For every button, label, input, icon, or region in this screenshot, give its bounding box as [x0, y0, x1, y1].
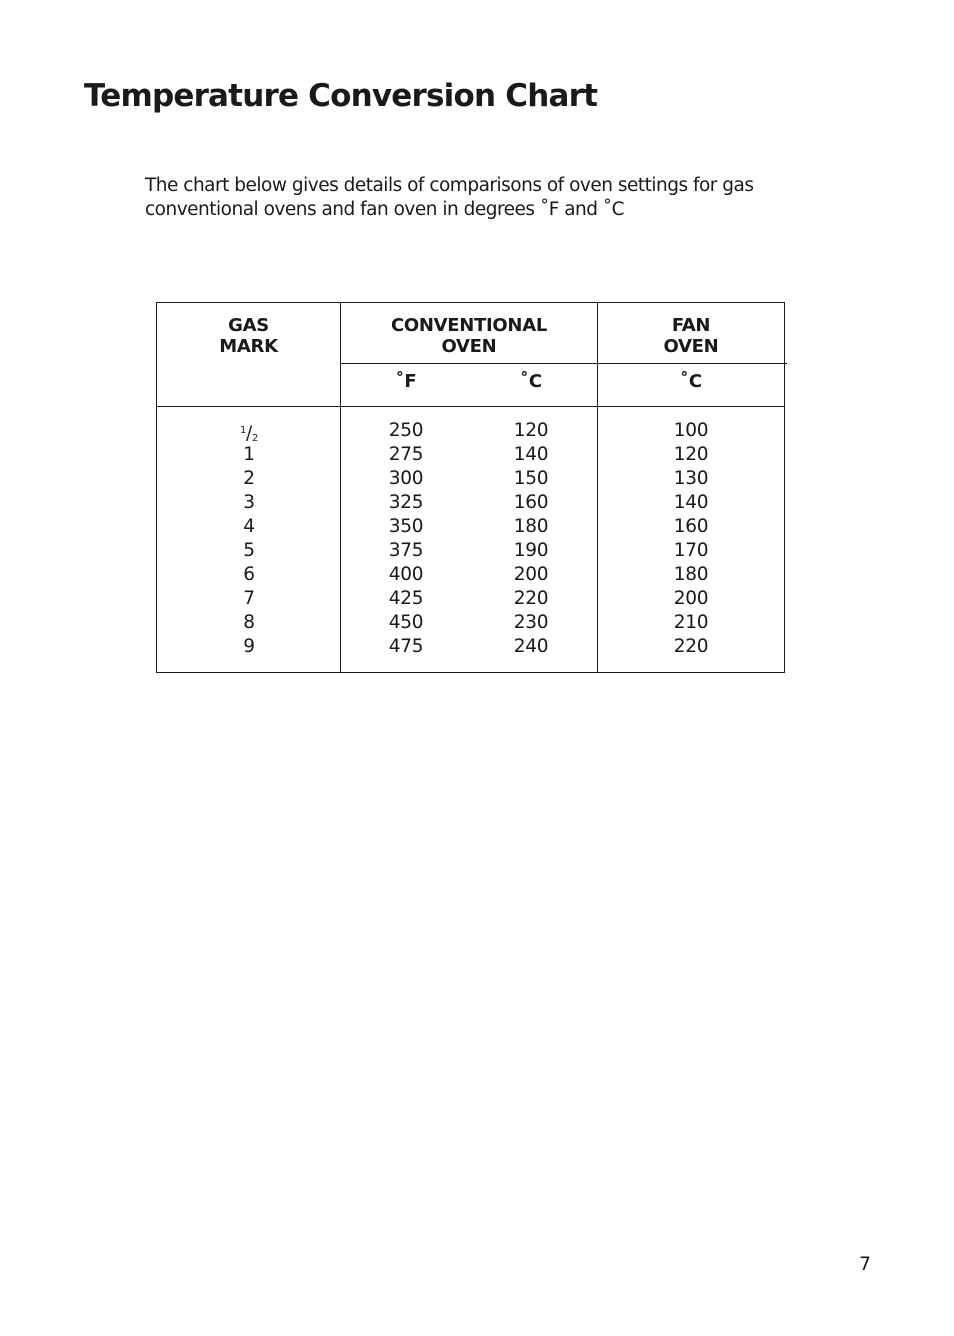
- conventional-celsius-cell: 150: [513, 468, 549, 489]
- conventional-fahrenheit-cell: 475: [388, 636, 424, 657]
- gas-mark-cell: 8: [243, 612, 255, 633]
- conventional-celsius-cell: 160: [513, 492, 549, 513]
- conventional-celsius-cell: 230: [513, 612, 549, 633]
- fan-celsius-cell: 120: [673, 444, 709, 465]
- header-conventional-oven: CONVENTIONAL OVEN: [390, 315, 547, 357]
- intro-text: [145, 174, 865, 222]
- fan-celsius-cell: 130: [673, 468, 709, 489]
- gas-mark-cell: [209, 419, 289, 443]
- conventional-celsius-cell: 180: [513, 516, 549, 537]
- gas-mark-cell: 2: [243, 468, 255, 489]
- gas-mark-cell: 5: [243, 540, 255, 561]
- fan-celsius-cell: 220: [673, 636, 709, 657]
- conventional-celsius-cell: 220: [513, 588, 549, 609]
- conventional-fahrenheit-cell: 325: [388, 492, 424, 513]
- conventional-fahrenheit-cell: 350: [388, 516, 424, 537]
- temperature-conversion-table: [156, 302, 785, 673]
- page-title: Temperature Conversion Chart: [84, 78, 598, 114]
- unit-conventional-celsius: ˚C: [519, 371, 543, 392]
- fan-celsius-cell: 170: [673, 540, 709, 561]
- conventional-celsius-cell: 190: [513, 540, 549, 561]
- column-fan-celsius: [651, 419, 731, 659]
- divider-gas-conventional: [340, 303, 341, 672]
- page-number: 7: [859, 1254, 871, 1275]
- conventional-fahrenheit-cell: 375: [388, 540, 424, 561]
- gas-mark-cell: 9: [243, 636, 255, 657]
- fan-celsius-cell: 160: [673, 516, 709, 537]
- conventional-fahrenheit-cell: 250: [388, 420, 424, 441]
- header-fan-oven: FAN OVEN: [663, 315, 719, 357]
- gas-mark-cell: 3: [243, 492, 255, 513]
- fan-celsius-cell: 180: [673, 564, 709, 585]
- conventional-fahrenheit-cell: 450: [388, 612, 424, 633]
- column-gas-mark: [209, 419, 289, 659]
- unit-conventional-fahrenheit: ˚F: [395, 371, 417, 392]
- conventional-fahrenheit-cell: 300: [388, 468, 424, 489]
- column-conventional-fahrenheit: [366, 419, 446, 659]
- fan-celsius-cell: 100: [673, 420, 709, 441]
- gas-mark-cell: 6: [243, 564, 255, 585]
- conventional-celsius-cell: 200: [513, 564, 549, 585]
- fraction-slash: /: [246, 423, 252, 444]
- fan-celsius-cell: 200: [673, 588, 709, 609]
- conventional-fahrenheit-cell: 275: [388, 444, 424, 465]
- divider-conventional-fan: [597, 303, 598, 672]
- conventional-celsius-cell: 140: [513, 444, 549, 465]
- conventional-fahrenheit-cell: 400: [388, 564, 424, 585]
- fan-celsius-cell: 140: [673, 492, 709, 513]
- conventional-celsius-cell: 120: [513, 420, 549, 441]
- header-gas-mark: GAS MARK: [219, 315, 278, 357]
- fraction-denominator: 2: [251, 433, 259, 444]
- unit-fan-celsius: ˚C: [679, 371, 703, 392]
- intro-line-1: The chart below gives details of comparisons of oven settings for gas: [145, 175, 754, 196]
- column-conventional-celsius: [491, 419, 571, 659]
- gas-mark-cell: 4: [243, 516, 255, 537]
- divider-header-body: [157, 406, 784, 407]
- conventional-fahrenheit-cell: 425: [388, 588, 424, 609]
- intro-line-2: conventional ovens and fan oven in degrees ˚F and ˚C: [145, 199, 625, 220]
- divider-header-units: [341, 363, 787, 364]
- gas-mark-cell: 7: [243, 588, 255, 609]
- gas-mark-cell: 1: [243, 444, 255, 465]
- conventional-celsius-cell: 240: [513, 636, 549, 657]
- fraction-numerator: 1: [239, 425, 247, 436]
- fan-celsius-cell: 210: [673, 612, 709, 633]
